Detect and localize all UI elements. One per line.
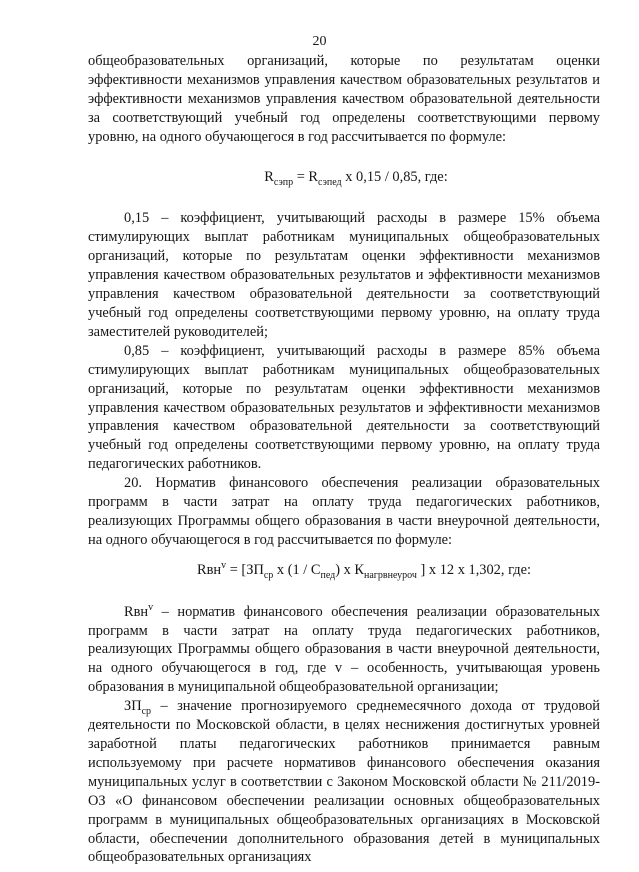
paragraph-coef-085: 0,85 – коэффициент, учитывающий расходы в размере 85% объема стимулирующих выплат работникам муниципальных общеобразовательных организаций, которые по результатам оценки эффективности механизмов управления качеством образовательных результатов и эффективности механизмов управления качеством образовательной деятельности за соответствующий учебный год определены соответствующими первому уровню, на оплату труда педагогических работников. [88, 342, 600, 473]
formula-term: = R [293, 168, 319, 185]
formula-rvn [88, 561, 600, 580]
paragraph-item-20: 20. Норматив финансового обеспечения реализации образовательных программ в части затрат на оплату труда педагогических работников, реализующих Программы общего образования в части внеурочной деятельности, на одного обучающегося в год рассчитывается по формуле: [88, 475, 600, 548]
term-definition: – норматив финансового обеспечения реализации образовательных программ в части затрат на оплату труда педагогических работников, реализующих Программы общего образования в части внеурочной деятельности, на одного обучающегося в год, где v – особенность, учитывающая уровень образования в муниципальной общеобразовательной организации; [88, 603, 600, 696]
paragraph-coef-015: 0,15 – коэффициент, учитывающий расходы в размере 15% объема стимулирующих выплат работникам муниципальных общеобразовательных организаций, которые по результатам оценки эффективности механизмов управления качеством образовательных результатов и эффективности механизмов управления качеством образовательной деятельности за соответствующий учебный год определены соответствующими первому уровню, на оплату труда заместителей руководителей; [88, 210, 600, 340]
formula-term: R [264, 168, 274, 185]
formula-term: Rвн [197, 561, 222, 578]
document-body [88, 52, 600, 867]
paragraph-zpsr-definition [88, 697, 600, 867]
term-subscript: ср [141, 706, 152, 718]
formula-subscript: сэпр [273, 176, 294, 188]
paragraph-rvn-definition [88, 603, 600, 698]
formula-subscript: пед [320, 569, 336, 581]
term-symbol: Rвн [124, 603, 149, 620]
formula-subscript: нагрвнеуроч [364, 569, 417, 581]
term-superscript: v [148, 601, 154, 613]
term-definition: – значение прогнозируемого среднемесячного дохода от трудовой деятельности по Московской области, в целях неснижения достигнутых уровней заработной платы педагогических работников принимается равным используемому при расчете нормативов финансового обеспечения оказания муниципальных услуг в соответствии с Законом Московской области № 211/2019-ОЗ «О финансовом обеспечении реализации основных общеобразовательных программ в муниципальных общеобразовательных организациях в Московской области, обеспечении дополнительного образования детей в муниципальных общеобразовательных организациях [88, 698, 600, 866]
page-number: 20 [312, 34, 327, 49]
formula-term: = [ЗП [226, 561, 264, 578]
formula-term: ] x 12 x 1,302, где: [416, 561, 531, 578]
formula-term: x 0,15 / 0,85, где: [341, 168, 448, 185]
paragraph-continuation: общеобразовательных организаций, которые по результатам оценки эффективности механизмов управления качеством образовательных результатов и эффективности механизмов управления качеством образовательной деятельности за соответствующий учебный год определены соответствующими первому уровню, на одного обучающегося в год рассчитывается по формуле: [88, 53, 600, 145]
formula-rsepr [88, 168, 600, 187]
formula-subscript: ср [263, 569, 274, 581]
term-symbol: ЗП [124, 698, 142, 715]
formula-term: x (1 / С [273, 561, 321, 578]
formula-subscript: сэпед [318, 176, 342, 188]
formula-term: ) x К [335, 561, 364, 578]
formula-superscript: v [221, 559, 227, 571]
